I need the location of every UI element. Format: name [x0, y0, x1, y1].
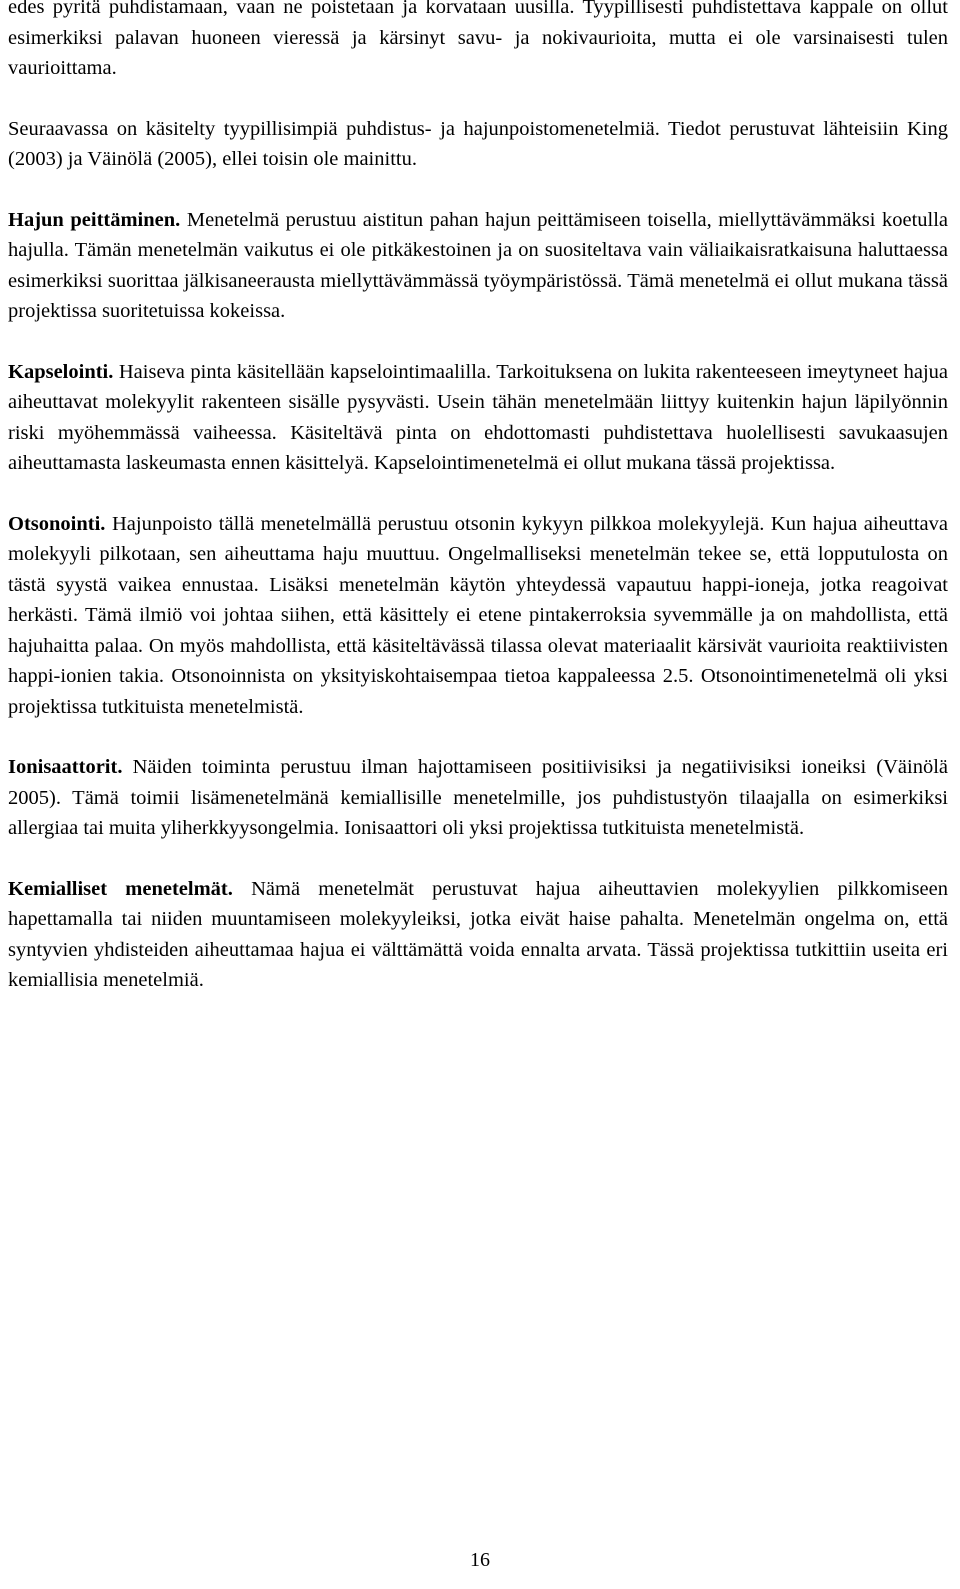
- paragraph-text: Nämä menetelmät perustuvat hajua aiheuttavien molekyylien pilkkomiseen hapettamalla tai niiden muuntamiseen molekyyleiksi, jotka eivät haise pahalta. Menetelmän ongelma on, että syntyvien yhdisteiden aiheuttamaa hajua ei välttämättä voida ennalta arvata. Tässä projektissa tutkittiin useita eri kemiallisia menetelmiä.: [8, 877, 948, 991]
- paragraph-heading: Otsonointi.: [8, 512, 106, 535]
- paragraph-heading: Ionisaattorit.: [8, 756, 123, 778]
- page-number: 16: [470, 1549, 490, 1571]
- paragraph-heading: Kemialliset menetelmät.: [8, 877, 233, 900]
- page-body: [8, 0, 948, 996]
- paragraph-text: edes pyritä puhdistamaan, vaan ne poistetaan ja korvataan uusilla. Tyypillisesti puhdistettava kappale on ollut esimerkiksi palavan huoneen vieressä ja kärsinyt savu- ja nokivaurioita, mutta ei ole varsinaisesti tulen vaurioittama.: [8, 0, 948, 79]
- paragraph-text: Haiseva pinta käsitellään kapselointimaalilla. Tarkoituksena on lukita rakenteeseen imeytyneet hajua aiheuttavat molekyylit rakenteen sisälle pysyvästi. Usein tähän menetelmään liittyy kuitenkin hajun läpilyönnin riski myöhemmässä vaiheessa. Käsiteltävä pinta on ehdottomasti puhdistettava huolellisesti savukaasujen aiheuttamasta laskeumasta ennen käsittelyä. Kapselointimenetelmä ei ollut mukana tässä projektissa.: [8, 360, 949, 474]
- paragraph-ionisaattorit: [8, 752, 948, 844]
- paragraph-text: Hajunpoisto tällä menetelmällä perustuu otsonin kykyyn pilkkoa molekyylejä. Kun hajua aiheuttava molekyyli pilkotaan, sen aiheuttama haju muuttuu. Ongelmalliseksi menetelmän tekee se, että lopputulosta on tästä syystä vaikea ennustaa. Lisäksi menetelmän käytön yhteydessä vapautuu happi-ioneja, jotka reagoivat herkästi. Tämä ilmiö voi johtaa siihen, että käsittely ei etene pintakerroksia syvemmälle ja on mahdollista, että hajuhaitta palaa. On myös mahdollista, että käsiteltävässä tilassa olevat materiaalit kärsivät vaurioita reaktiivisten happi-ionien takia. Otsonoinnista on yksityiskohtaisempaa tietoa kappaleessa 2.5. Otsonointimenetelmä oli yksi projektissa tutkituista menetelmistä.: [8, 512, 948, 718]
- paragraph-heading: Hajun peittäminen.: [8, 208, 181, 231]
- paragraph-text: Seuraavassa on käsitelty tyypillisimpiä puhdistus- ja hajunpoistomenetelmiä. Tiedot perustuvat lähteisiin King (2003) ja Väinölä (2005), ellei toisin ole mainittu.: [8, 117, 948, 170]
- paragraph-continuation: [8, 0, 948, 84]
- paragraph-kemialliset-menetelmat: [8, 874, 948, 996]
- paragraph-text: Näiden toiminta perustuu ilman hajottamiseen positiivisiksi ja negatiivisiksi ioneiksi (Väinölä 2005). Tämä toimii lisämenetelmänä kemiallisille menetelmille, jos puhdistustyön tilaajalla on esimerkiksi allergiaa tai muita yliherkkyysongelmia. Ionisaattori oli yksi projektissa tutkituista menetelmistä.: [8, 756, 949, 839]
- paragraph-text: Menetelmä perustuu aistitun pahan hajun peittämiseen toisella, miellyttävämmäksi koetulla hajulla. Tämän menetelmän vaikutus ei ole pitkäkestoinen ja on suositeltava vain väliaikaisratkaisuna haluttaessa esimerkiksi suorittaa jälkisaneerausta miellyttävämmässä työympäristössä. Tämä menetelmä ei ollut mukana tässä projektissa suoritetuissa kokeissa.: [8, 208, 949, 322]
- paragraph-heading: Kapselointi.: [8, 360, 114, 383]
- paragraph-otsonointi: [8, 509, 948, 723]
- paragraph-kapselointi: [8, 357, 948, 479]
- paragraph-hajun-peittaminen: [8, 205, 948, 327]
- paragraph-intro: [8, 114, 948, 175]
